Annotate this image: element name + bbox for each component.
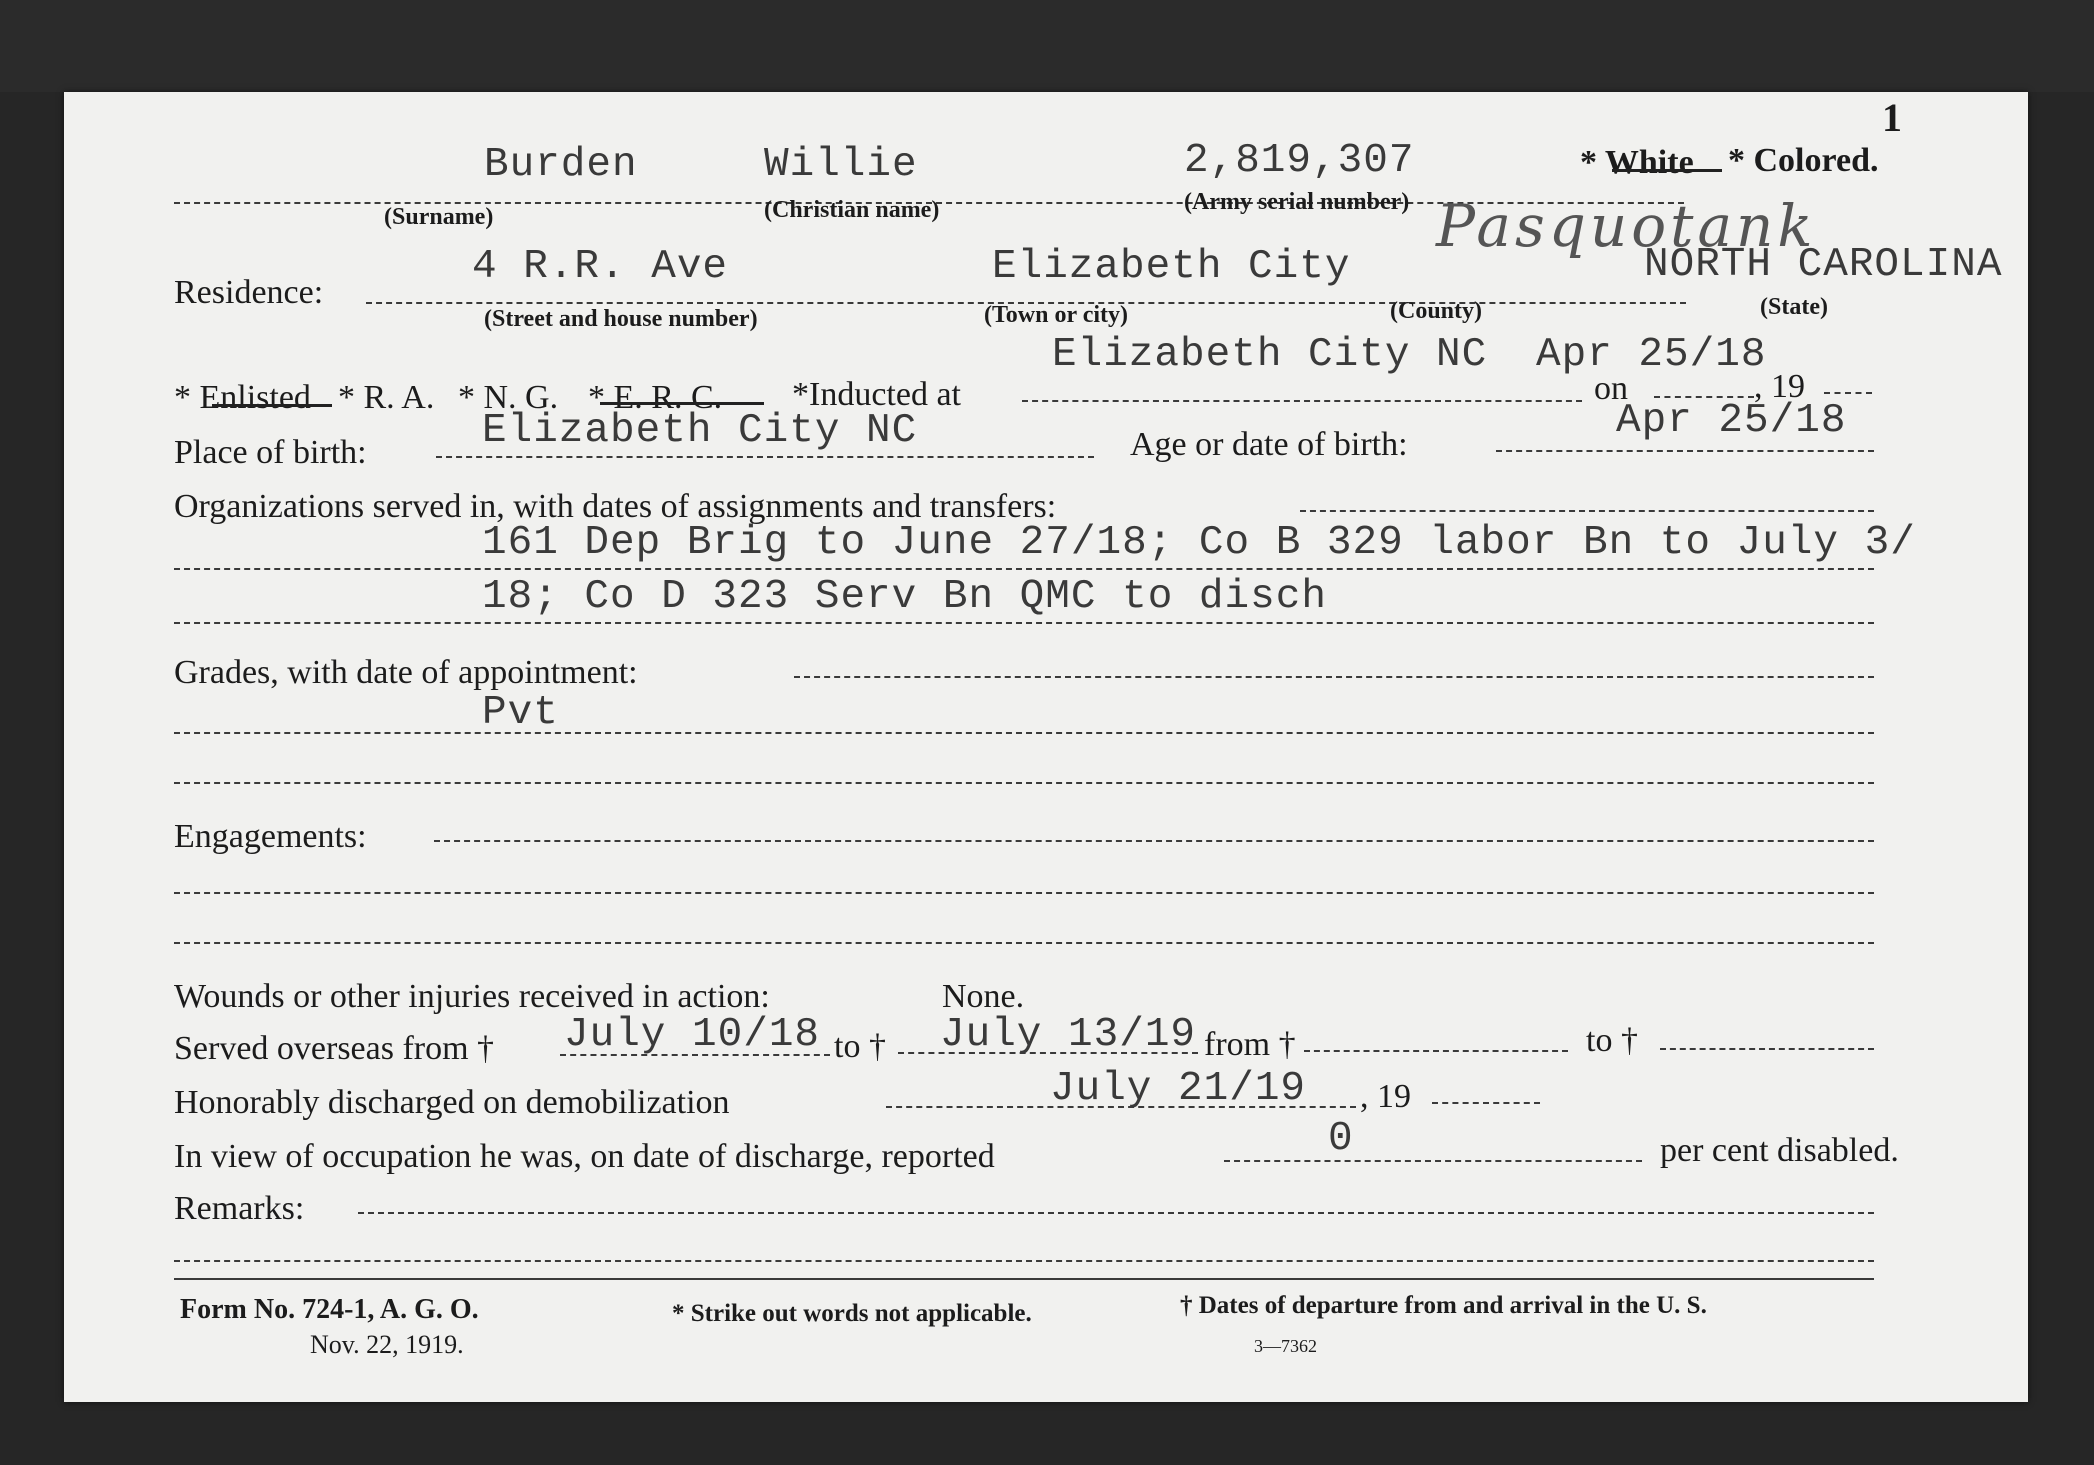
organizations-line1-value: 161 Dep Brig to June 27/18; Co B 329 labor Bn to July 3/ — [482, 520, 1916, 566]
grades-value: Pvt — [482, 690, 559, 736]
enlisted-option: * Enlisted — [174, 379, 311, 416]
erc-strike — [600, 402, 764, 405]
organizations-line-0 — [1300, 510, 1874, 512]
remarks-line-0 — [358, 1212, 1874, 1214]
remarks-line-1 — [174, 1260, 1874, 1262]
footer-code: 3—7362 — [1254, 1336, 1317, 1356]
overseas-to-value: July 13/19 — [940, 1012, 1197, 1058]
overseas-from-value: July 10/18 — [564, 1012, 821, 1058]
surname-value: Burden — [484, 142, 638, 188]
overseas-to2-line — [1660, 1048, 1874, 1050]
street-value: 4 R.R. Ave — [472, 244, 729, 290]
serial-value: 2,819,307 — [1184, 138, 1415, 184]
discharge-year-line — [1432, 1102, 1540, 1104]
footer-rule — [174, 1278, 1874, 1280]
age-label: Age or date of birth: — [1130, 426, 1408, 463]
inducted-place-value: Elizabeth City NC — [1052, 332, 1488, 378]
age-value: Apr 25/18 — [1616, 398, 1847, 444]
organizations-label: Organizations served in, with dates of assignments and transfers: — [174, 488, 1057, 525]
overseas-from2-label: from † — [1204, 1026, 1296, 1063]
street-caption: (Street and house number) — [484, 306, 758, 332]
disability-line — [1224, 1160, 1642, 1162]
christian-name-value: Willie — [764, 142, 918, 188]
place-of-birth-value: Elizabeth City NC — [482, 408, 918, 454]
organizations-line-2 — [174, 622, 1874, 624]
organizations-line2-value: 18; Co D 323 Serv Bn QMC to disch — [482, 574, 1327, 620]
white-strike — [1612, 169, 1722, 172]
scanner-background — [0, 0, 2094, 92]
town-value: Elizabeth City — [992, 244, 1351, 290]
disability-suffix: per cent disabled. — [1660, 1132, 1899, 1169]
organizations-line-1 — [174, 568, 1874, 570]
inducted-date-value: Apr 25/18 — [1536, 332, 1767, 378]
engagements-line-2 — [174, 942, 1874, 944]
overseas-to-line — [898, 1052, 1198, 1054]
remarks-label: Remarks: — [174, 1190, 305, 1227]
overseas-label: Served overseas from † — [174, 1030, 495, 1067]
surname-caption: (Surname) — [384, 204, 494, 230]
overseas-from2-line — [1304, 1050, 1568, 1052]
ra-option: * R. A. — [338, 379, 435, 416]
service-record-card — [64, 92, 2028, 1402]
wounds-value: None. — [942, 978, 1025, 1015]
county-caption: (County) — [1390, 298, 1483, 324]
race-colored-label: * Colored. — [1728, 142, 1879, 179]
grades-line-1 — [174, 732, 1874, 734]
race-white-label: * White — [1580, 144, 1694, 181]
discharge-label: Honorably discharged on demobilization — [174, 1084, 730, 1121]
engagements-label: Engagements: — [174, 818, 367, 855]
grades-line-0 — [794, 676, 1874, 678]
form-number: Form No. 724-1, A. G. O. — [180, 1294, 479, 1325]
wounds-label: Wounds or other injuries received in action: — [174, 978, 770, 1015]
place-of-birth-label: Place of birth: — [174, 434, 367, 471]
state-caption: (State) — [1760, 294, 1828, 320]
induction-year-suffix: , 19 — [1754, 368, 1805, 405]
place-of-birth-line — [436, 456, 1094, 458]
disability-label: In view of occupation he was, on date of discharge, reported — [174, 1138, 995, 1175]
serial-caption: (Army serial number) — [1184, 189, 1410, 215]
induction-year-line — [1824, 392, 1872, 394]
disability-value: 0 — [1328, 1116, 1354, 1162]
county-value: Pasquotank — [1436, 192, 1817, 260]
grades-label: Grades, with date of appointment: — [174, 654, 638, 691]
inducted-label: *Inducted at — [792, 376, 961, 413]
enlisted-strike — [212, 404, 332, 407]
town-caption: (Town or city) — [984, 302, 1128, 328]
erc-option: * E. R. C. — [588, 379, 723, 416]
residence-label: Residence: — [174, 274, 324, 311]
on-label: on — [1594, 370, 1628, 407]
form-date: Nov. 22, 1919. — [310, 1330, 464, 1359]
grades-line-2 — [174, 782, 1874, 784]
overseas-to2-label: to † — [1586, 1022, 1638, 1059]
page-number: 1 — [1882, 95, 1902, 140]
inducted-line — [1022, 400, 1582, 402]
discharge-year-suffix: , 19 — [1360, 1078, 1411, 1115]
footer-note-dates: † Dates of departure from and arrival in the U. S. — [1180, 1292, 1707, 1319]
overseas-from-line — [560, 1054, 830, 1056]
footer-note-strike: * Strike out words not applicable. — [672, 1300, 1032, 1327]
christian-name-caption: (Christian name) — [764, 197, 940, 223]
engagements-line-0 — [434, 840, 1874, 842]
overseas-to-label: to † — [834, 1028, 886, 1065]
state-value: NORTH CAROLINA — [1644, 242, 2003, 288]
discharge-date-value: July 21/19 — [1050, 1066, 1307, 1112]
age-line — [1496, 450, 1874, 452]
engagements-line-1 — [174, 892, 1874, 894]
ng-option: * N. G. — [458, 379, 559, 416]
